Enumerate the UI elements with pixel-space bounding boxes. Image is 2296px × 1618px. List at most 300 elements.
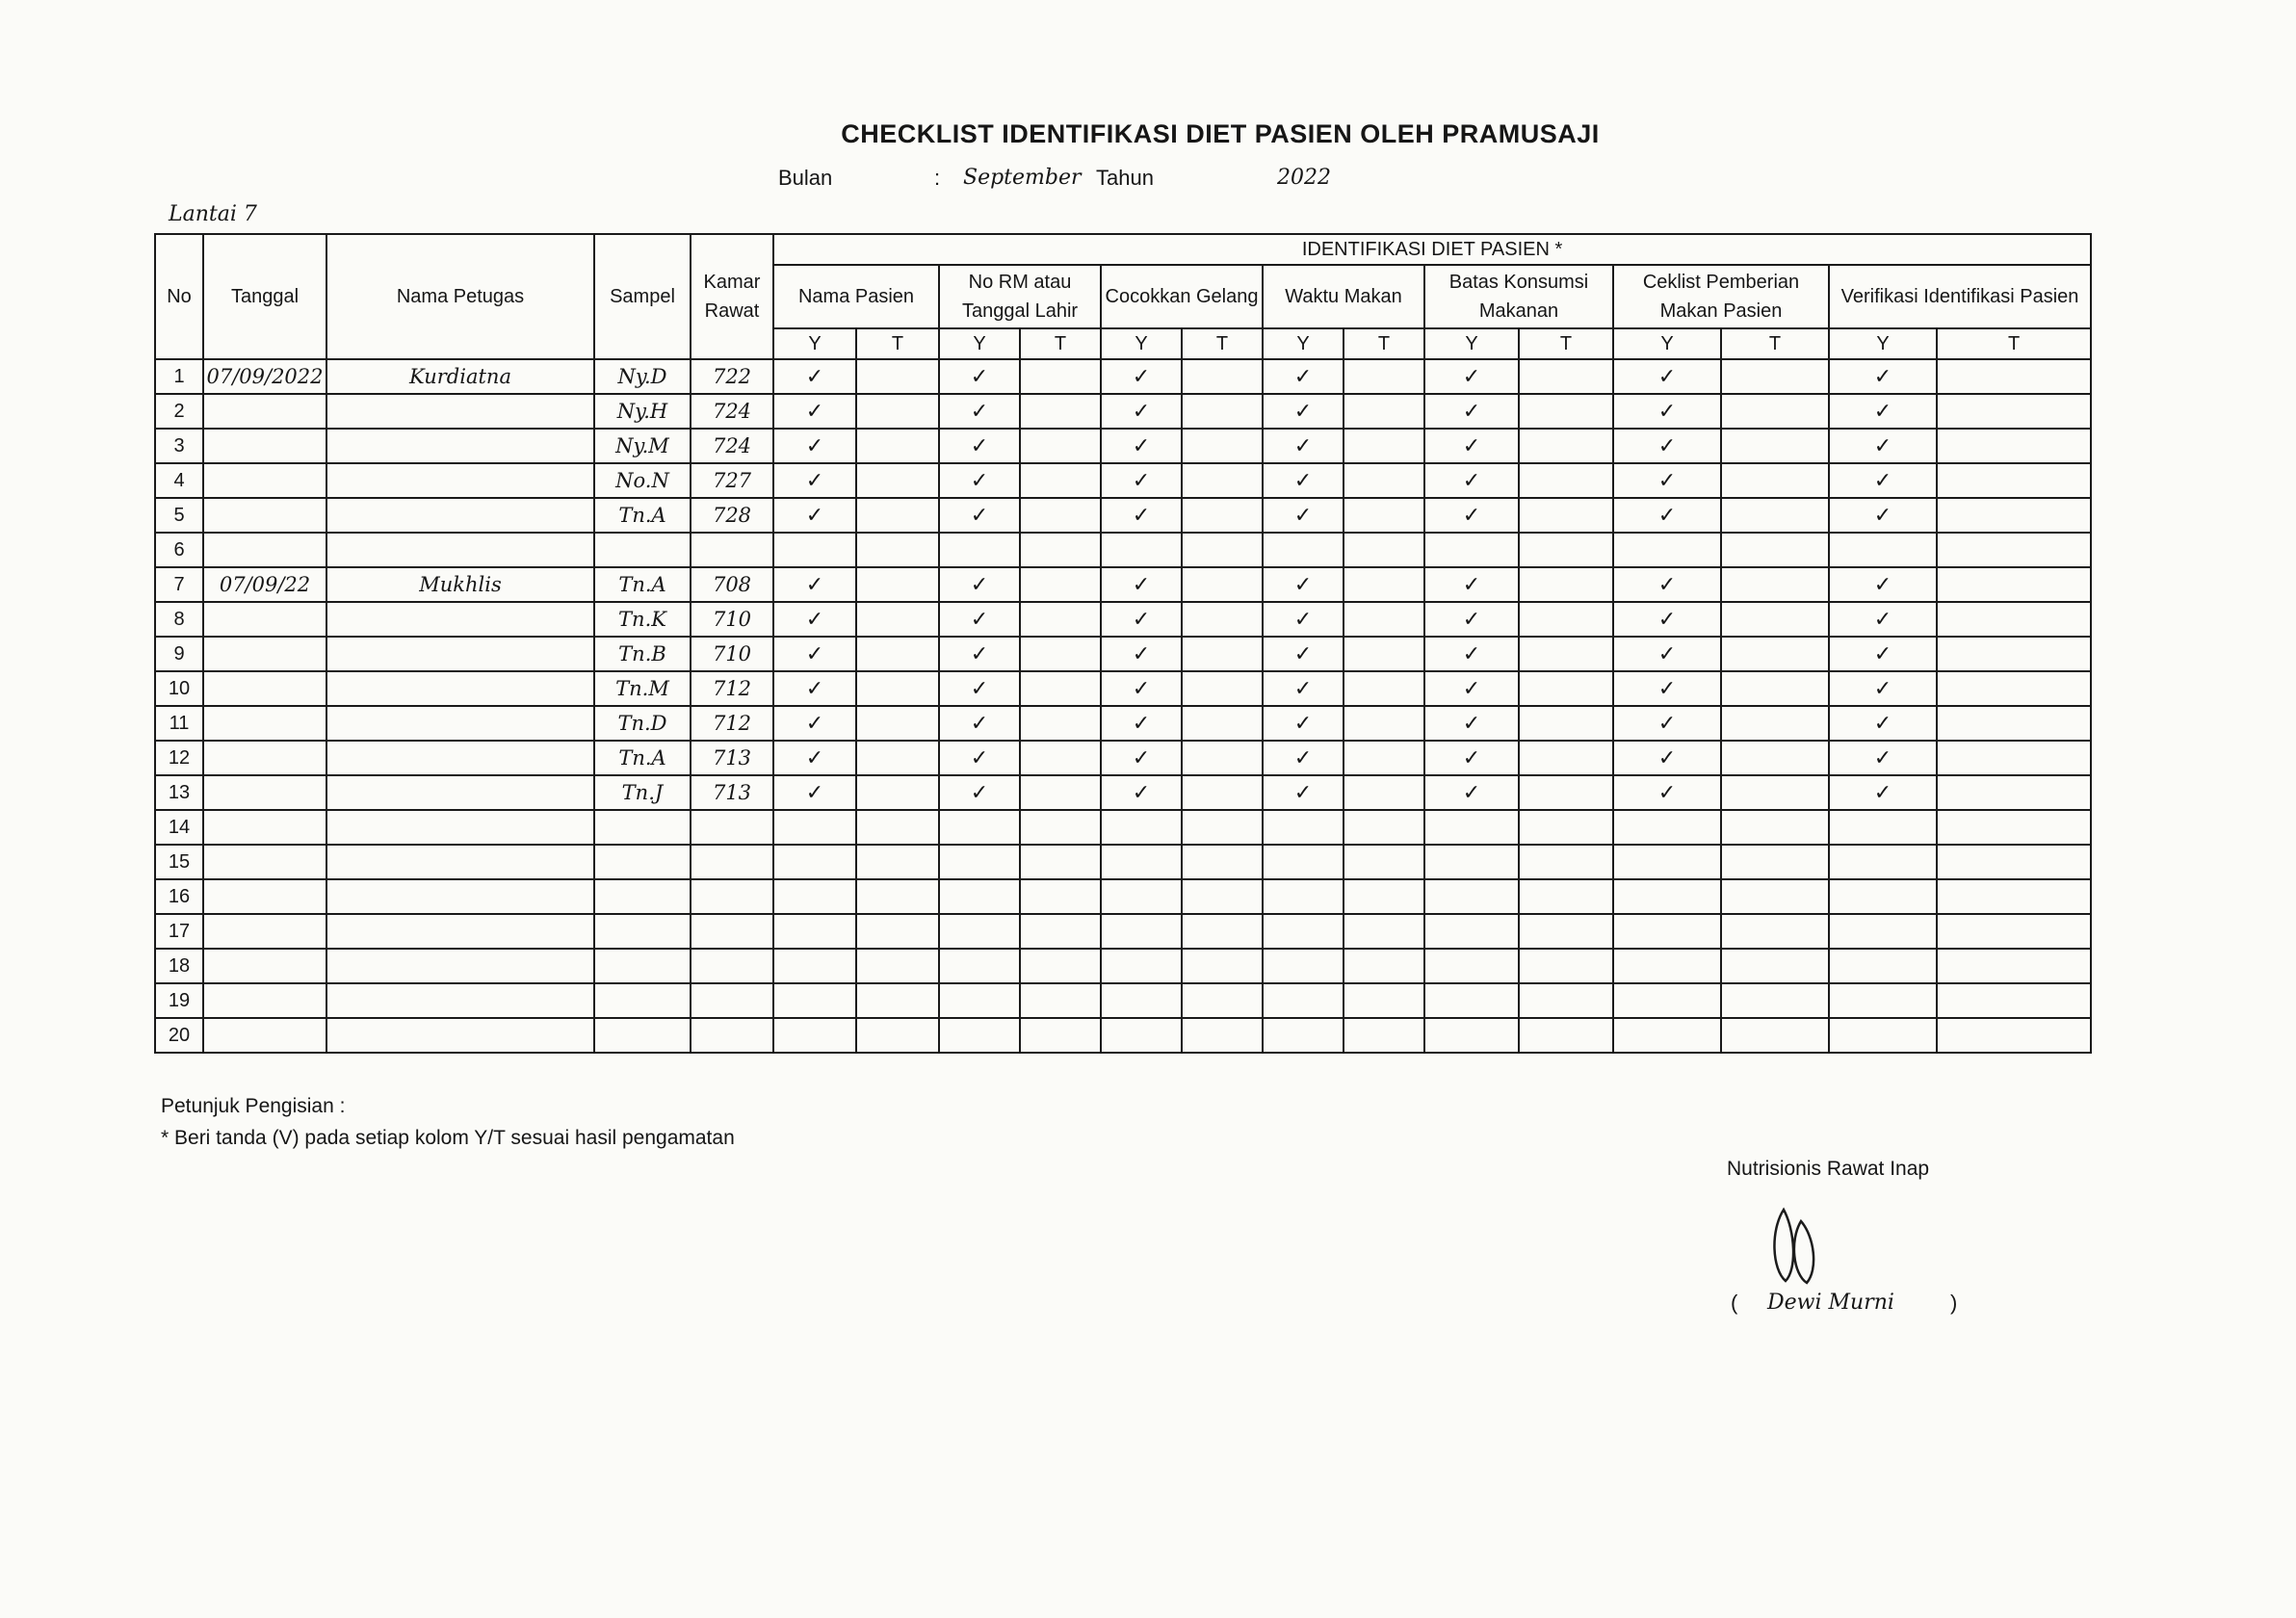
check-cell-t — [1721, 706, 1829, 741]
check-cell-t — [1721, 463, 1829, 498]
check-cell-t — [1519, 394, 1613, 429]
kamar-cell: 710 — [691, 602, 773, 637]
check-cell-y — [1101, 983, 1182, 1018]
check-cell-t — [1937, 671, 2091, 706]
check-cell-t — [856, 567, 939, 602]
check-cell-y — [1263, 1018, 1344, 1053]
petugas-cell — [326, 429, 594, 463]
signature-name: Dewi Murni — [1767, 1291, 1894, 1315]
table-row — [155, 879, 2091, 914]
check-cell-y — [773, 810, 856, 845]
header-t-column: T — [1937, 328, 2091, 359]
check-cell-y: ✓ — [1613, 359, 1721, 394]
bulan-label: Bulan — [778, 166, 833, 190]
check-cell-y: ✓ — [773, 359, 856, 394]
check-cell-y — [773, 949, 856, 983]
tanggal-cell — [203, 845, 326, 879]
check-cell-t — [856, 983, 939, 1018]
check-cell-t — [1020, 879, 1101, 914]
row-number: 10 — [155, 671, 203, 706]
header-y-column: Y — [1101, 328, 1182, 359]
check-cell-y: ✓ — [1263, 602, 1344, 637]
check-cell-y — [1263, 810, 1344, 845]
check-cell-y: ✓ — [1424, 775, 1519, 810]
check-cell-t — [856, 775, 939, 810]
check-cell-t — [1182, 637, 1263, 671]
check-cell-t — [1937, 359, 2091, 394]
row-number: 19 — [155, 983, 203, 1018]
petugas-cell — [326, 602, 594, 637]
sampel-cell — [594, 1018, 691, 1053]
check-cell-y: ✓ — [1101, 359, 1182, 394]
check-cell-y — [773, 879, 856, 914]
check-cell-t — [856, 498, 939, 533]
tanggal-cell — [203, 498, 326, 533]
check-cell-t — [1937, 879, 2091, 914]
check-cell-y — [1829, 983, 1937, 1018]
table-row — [155, 602, 2091, 637]
petugas-cell — [326, 463, 594, 498]
row-number: 15 — [155, 845, 203, 879]
petugas-cell — [326, 879, 594, 914]
sampel-cell: Tn.A — [594, 498, 691, 533]
check-cell-t — [1721, 429, 1829, 463]
kamar-cell — [691, 845, 773, 879]
check-cell-y — [1424, 879, 1519, 914]
check-cell-y — [1263, 914, 1344, 949]
check-cell-t — [1020, 463, 1101, 498]
check-cell-t — [1182, 359, 1263, 394]
check-cell-t — [1182, 498, 1263, 533]
check-cell-t — [1721, 845, 1829, 879]
check-cell-t — [1344, 429, 1424, 463]
check-cell-y — [1829, 949, 1937, 983]
check-cell-t — [1721, 914, 1829, 949]
kamar-cell — [691, 914, 773, 949]
tanggal-cell: 07/09/22 — [203, 567, 326, 602]
table-row — [155, 429, 2091, 463]
row-number: 8 — [155, 602, 203, 637]
check-cell-t — [1020, 1018, 1101, 1053]
tanggal-cell — [203, 949, 326, 983]
check-cell-y: ✓ — [1613, 463, 1721, 498]
check-cell-t — [1344, 463, 1424, 498]
row-number: 20 — [155, 1018, 203, 1053]
check-cell-y — [773, 845, 856, 879]
check-cell-y: ✓ — [1101, 637, 1182, 671]
check-cell-t — [1937, 706, 2091, 741]
check-cell-t — [1344, 914, 1424, 949]
check-cell-t — [1020, 914, 1101, 949]
sampel-cell: Ny.M — [594, 429, 691, 463]
check-cell-t — [856, 602, 939, 637]
check-cell-t — [1344, 706, 1424, 741]
check-cell-y: ✓ — [1424, 429, 1519, 463]
check-cell-y: ✓ — [939, 463, 1020, 498]
sampel-cell — [594, 879, 691, 914]
kamar-cell: 724 — [691, 429, 773, 463]
check-cell-y: ✓ — [1263, 463, 1344, 498]
header-no: No — [155, 234, 203, 359]
row-number: 3 — [155, 429, 203, 463]
check-cell-t — [856, 741, 939, 775]
check-cell-t — [1721, 983, 1829, 1018]
sampel-cell: Tn.B — [594, 637, 691, 671]
check-cell-y — [1613, 879, 1721, 914]
check-cell-y — [939, 983, 1020, 1018]
check-cell-y: ✓ — [1829, 567, 1937, 602]
row-number: 17 — [155, 914, 203, 949]
check-cell-t — [1020, 394, 1101, 429]
check-cell-t — [1937, 567, 2091, 602]
check-cell-t — [1519, 429, 1613, 463]
check-cell-t — [1020, 949, 1101, 983]
petugas-cell — [326, 983, 594, 1018]
row-number: 9 — [155, 637, 203, 671]
header-criterion: Verifikasi Identifikasi Pasien — [1829, 265, 2091, 328]
header-criterion: Batas Konsumsi Makanan — [1424, 265, 1613, 328]
tanggal-cell — [203, 914, 326, 949]
check-cell-y: ✓ — [1829, 775, 1937, 810]
check-cell-t — [856, 463, 939, 498]
table-row — [155, 914, 2091, 949]
check-cell-t — [1182, 533, 1263, 567]
check-cell-t — [1937, 429, 2091, 463]
tanggal-cell — [203, 706, 326, 741]
check-cell-y: ✓ — [1829, 706, 1937, 741]
header-t-column: T — [1344, 328, 1424, 359]
check-cell-t — [1020, 429, 1101, 463]
table-row — [155, 741, 2091, 775]
tanggal-cell — [203, 394, 326, 429]
check-cell-t — [1344, 567, 1424, 602]
bulan-separator: : — [934, 166, 941, 190]
check-cell-y — [1424, 914, 1519, 949]
header-y-column: Y — [1263, 328, 1344, 359]
check-cell-y — [1613, 983, 1721, 1018]
sampel-cell: Tn.K — [594, 602, 691, 637]
check-cell-y: ✓ — [939, 394, 1020, 429]
kamar-cell: 712 — [691, 671, 773, 706]
check-cell-t — [1182, 567, 1263, 602]
check-cell-y: ✓ — [939, 671, 1020, 706]
check-cell-y — [1829, 879, 1937, 914]
check-cell-y: ✓ — [1424, 567, 1519, 602]
table-row — [155, 1018, 2091, 1053]
tahun-label: Tahun — [1096, 166, 1154, 190]
check-cell-y: ✓ — [1263, 637, 1344, 671]
header-nama-petugas: Nama Petugas — [326, 234, 594, 359]
kamar-cell: 710 — [691, 637, 773, 671]
petugas-cell — [326, 810, 594, 845]
tanggal-cell — [203, 810, 326, 845]
header-y-column: Y — [939, 328, 1020, 359]
check-cell-t — [1721, 775, 1829, 810]
check-cell-t — [1721, 394, 1829, 429]
check-cell-y: ✓ — [939, 602, 1020, 637]
check-cell-y — [1101, 914, 1182, 949]
check-cell-t — [1020, 706, 1101, 741]
check-cell-t — [1937, 810, 2091, 845]
check-cell-t — [1182, 983, 1263, 1018]
check-cell-t — [1182, 1018, 1263, 1053]
kamar-cell: 728 — [691, 498, 773, 533]
check-cell-y — [773, 983, 856, 1018]
check-cell-y: ✓ — [939, 637, 1020, 671]
check-cell-y — [1101, 949, 1182, 983]
petugas-cell — [326, 671, 594, 706]
table-row — [155, 775, 2091, 810]
kamar-cell: 708 — [691, 567, 773, 602]
check-cell-y — [939, 1018, 1020, 1053]
check-cell-t — [1344, 1018, 1424, 1053]
check-cell-y: ✓ — [1424, 498, 1519, 533]
check-cell-y: ✓ — [1424, 637, 1519, 671]
check-cell-t — [1182, 949, 1263, 983]
check-cell-y — [1613, 949, 1721, 983]
check-cell-y — [1424, 983, 1519, 1018]
check-cell-y — [1101, 810, 1182, 845]
check-cell-t — [1182, 845, 1263, 879]
check-cell-y — [939, 879, 1020, 914]
check-cell-t — [856, 671, 939, 706]
check-cell-t — [1937, 1018, 2091, 1053]
check-cell-t — [1721, 533, 1829, 567]
check-cell-y: ✓ — [1101, 463, 1182, 498]
check-cell-t — [1182, 463, 1263, 498]
row-number: 2 — [155, 394, 203, 429]
check-cell-t — [856, 810, 939, 845]
signature-role: Nutrisionis Rawat Inap — [1727, 1158, 1930, 1180]
instruction-text: * Beri tanda (V) pada setiap kolom Y/T sesuai hasil pengamatan — [161, 1127, 735, 1149]
header-y-column: Y — [1424, 328, 1519, 359]
check-cell-t — [1020, 983, 1101, 1018]
check-cell-t — [1344, 810, 1424, 845]
check-cell-t — [1182, 775, 1263, 810]
check-cell-t — [856, 394, 939, 429]
lantai-note: Lantai 7 — [169, 202, 257, 226]
header-y-column: Y — [1613, 328, 1721, 359]
check-cell-t — [1182, 394, 1263, 429]
check-cell-y: ✓ — [1263, 567, 1344, 602]
check-cell-t — [1519, 810, 1613, 845]
petugas-cell: Kurdiatna — [326, 359, 594, 394]
header-criterion: Cocokkan Gelang — [1101, 265, 1263, 328]
check-cell-t — [1937, 637, 2091, 671]
petugas-cell — [326, 741, 594, 775]
check-cell-y: ✓ — [1613, 567, 1721, 602]
check-cell-y: ✓ — [1101, 602, 1182, 637]
check-cell-y — [1613, 914, 1721, 949]
check-cell-y: ✓ — [1263, 429, 1344, 463]
kamar-cell — [691, 983, 773, 1018]
header-t-column: T — [1182, 328, 1263, 359]
check-cell-y: ✓ — [1829, 637, 1937, 671]
table-row — [155, 810, 2091, 845]
signature-scribble — [1762, 1202, 1849, 1289]
check-cell-y: ✓ — [1613, 394, 1721, 429]
kamar-cell: 722 — [691, 359, 773, 394]
check-cell-t — [1937, 602, 2091, 637]
check-cell-t — [1519, 671, 1613, 706]
check-cell-t — [1182, 879, 1263, 914]
table-row — [155, 498, 2091, 533]
check-cell-t — [1344, 949, 1424, 983]
check-cell-t — [1344, 637, 1424, 671]
table-row — [155, 567, 2091, 602]
check-cell-y: ✓ — [939, 498, 1020, 533]
check-cell-y — [939, 949, 1020, 983]
check-cell-y — [1263, 983, 1344, 1018]
check-cell-y — [939, 914, 1020, 949]
check-cell-y: ✓ — [1829, 741, 1937, 775]
header-y-column: Y — [1829, 328, 1937, 359]
kamar-cell: 724 — [691, 394, 773, 429]
sampel-cell — [594, 914, 691, 949]
check-cell-y — [1424, 1018, 1519, 1053]
header-criterion: No RM atau Tanggal Lahir — [939, 265, 1101, 328]
petugas-cell: Mukhlis — [326, 567, 594, 602]
check-cell-t — [1182, 706, 1263, 741]
check-cell-t — [1721, 949, 1829, 983]
check-cell-y — [1613, 533, 1721, 567]
check-cell-t — [856, 914, 939, 949]
check-cell-y: ✓ — [773, 637, 856, 671]
check-cell-y: ✓ — [1263, 706, 1344, 741]
sampel-cell: No.N — [594, 463, 691, 498]
checklist-table — [154, 233, 2092, 1054]
check-cell-y: ✓ — [773, 463, 856, 498]
sampel-cell: Ny.D — [594, 359, 691, 394]
check-cell-y: ✓ — [1613, 429, 1721, 463]
check-cell-t — [1344, 498, 1424, 533]
check-cell-y — [1101, 845, 1182, 879]
check-cell-t — [1020, 602, 1101, 637]
check-cell-y: ✓ — [1424, 741, 1519, 775]
row-number: 13 — [155, 775, 203, 810]
header-sampel: Sampel — [594, 234, 691, 359]
petugas-cell — [326, 914, 594, 949]
petugas-cell — [326, 637, 594, 671]
header-t-column: T — [856, 328, 939, 359]
check-cell-t — [1721, 1018, 1829, 1053]
check-cell-t — [1937, 533, 2091, 567]
petugas-cell — [326, 706, 594, 741]
check-cell-y: ✓ — [773, 602, 856, 637]
check-cell-y: ✓ — [1101, 775, 1182, 810]
check-cell-y: ✓ — [1424, 602, 1519, 637]
header-t-column: T — [1721, 328, 1829, 359]
check-cell-y: ✓ — [773, 394, 856, 429]
row-number: 5 — [155, 498, 203, 533]
document-title: CHECKLIST IDENTIFIKASI DIET PASIEN OLEH PRAMUSAJI — [841, 119, 1600, 148]
check-cell-y: ✓ — [1263, 741, 1344, 775]
check-cell-t — [1721, 741, 1829, 775]
check-cell-y: ✓ — [1613, 741, 1721, 775]
tanggal-cell: 07/09/2022 — [203, 359, 326, 394]
check-cell-t — [1519, 567, 1613, 602]
check-cell-y: ✓ — [1101, 567, 1182, 602]
check-cell-t — [1937, 394, 2091, 429]
check-cell-t — [1937, 741, 2091, 775]
check-cell-t — [1937, 949, 2091, 983]
bulan-value: September — [963, 166, 1082, 190]
check-cell-y: ✓ — [1613, 498, 1721, 533]
check-cell-y: ✓ — [1613, 637, 1721, 671]
tanggal-cell — [203, 775, 326, 810]
check-cell-t — [1519, 602, 1613, 637]
check-cell-y: ✓ — [1101, 498, 1182, 533]
check-cell-t — [1721, 498, 1829, 533]
check-cell-t — [1721, 810, 1829, 845]
check-cell-y: ✓ — [1613, 602, 1721, 637]
header-kamar-rawat: Kamar Rawat — [691, 234, 773, 359]
check-cell-y — [1101, 1018, 1182, 1053]
check-cell-y — [1424, 949, 1519, 983]
check-cell-t — [1020, 567, 1101, 602]
header-criterion: Ceklist Pemberian Makan Pasien — [1613, 265, 1829, 328]
check-cell-t — [856, 845, 939, 879]
kamar-cell — [691, 1018, 773, 1053]
table-row — [155, 637, 2091, 671]
table-row — [155, 359, 2091, 394]
check-cell-t — [1344, 671, 1424, 706]
check-cell-y: ✓ — [939, 775, 1020, 810]
row-number: 16 — [155, 879, 203, 914]
tanggal-cell — [203, 463, 326, 498]
check-cell-t — [1344, 775, 1424, 810]
row-number: 4 — [155, 463, 203, 498]
check-cell-t — [1937, 983, 2091, 1018]
table-row — [155, 533, 2091, 567]
check-cell-t — [856, 637, 939, 671]
check-cell-t — [1344, 394, 1424, 429]
kamar-cell: 727 — [691, 463, 773, 498]
check-cell-y: ✓ — [1829, 602, 1937, 637]
check-cell-t — [1182, 741, 1263, 775]
check-cell-y: ✓ — [773, 671, 856, 706]
check-cell-t — [1020, 741, 1101, 775]
check-cell-t — [1519, 706, 1613, 741]
check-cell-t — [1519, 775, 1613, 810]
check-cell-t — [1519, 949, 1613, 983]
check-cell-y — [1829, 914, 1937, 949]
sampel-cell — [594, 845, 691, 879]
check-cell-t — [1020, 671, 1101, 706]
kamar-cell: 713 — [691, 741, 773, 775]
petugas-cell — [326, 394, 594, 429]
table-row — [155, 983, 2091, 1018]
sampel-cell: Tn.A — [594, 741, 691, 775]
check-cell-y: ✓ — [1263, 498, 1344, 533]
check-cell-y — [1829, 533, 1937, 567]
row-number: 7 — [155, 567, 203, 602]
petugas-cell — [326, 775, 594, 810]
check-cell-y: ✓ — [1829, 671, 1937, 706]
header-identifikasi-group: IDENTIFIKASI DIET PASIEN * — [773, 234, 2091, 265]
kamar-cell — [691, 533, 773, 567]
check-cell-y: ✓ — [1101, 706, 1182, 741]
check-cell-y: ✓ — [773, 706, 856, 741]
header-y-column: Y — [773, 328, 856, 359]
tanggal-cell — [203, 533, 326, 567]
signature-paren-open: ( — [1731, 1291, 1738, 1315]
table-row — [155, 671, 2091, 706]
tanggal-cell — [203, 429, 326, 463]
check-cell-y — [1613, 845, 1721, 879]
check-cell-y: ✓ — [773, 429, 856, 463]
table-row — [155, 394, 2091, 429]
